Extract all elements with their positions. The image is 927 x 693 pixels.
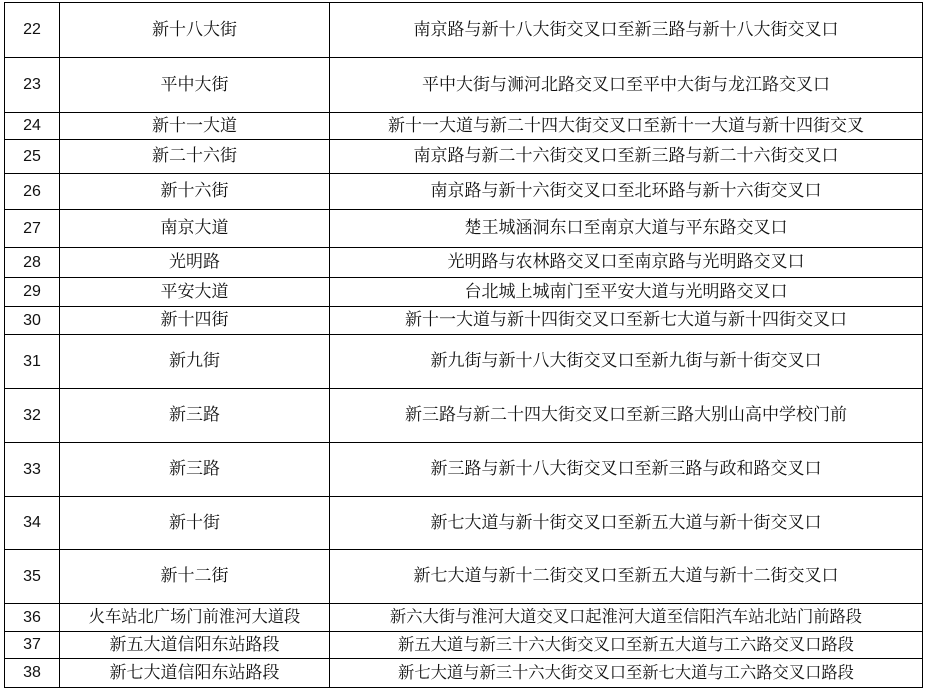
table-row (5, 389, 923, 443)
road-section-table (4, 2, 923, 688)
road-section: 南京路与新十六街交叉口至北环路与新十六街交叉口 (330, 174, 923, 210)
road-section: 新七大道与新十二街交叉口至新五大道与新十二街交叉口 (330, 550, 923, 604)
road-name: 新七大道信阳东站路段 (60, 659, 330, 688)
road-name: 南京大道 (60, 210, 330, 248)
row-number: 23 (5, 58, 60, 113)
row-number: 28 (5, 248, 60, 278)
road-name: 新十四街 (60, 307, 330, 335)
row-number: 36 (5, 604, 60, 632)
road-name: 新十一大道 (60, 113, 330, 140)
table-row (5, 140, 923, 174)
row-number: 26 (5, 174, 60, 210)
road-section: 新五大道与新三十六大街交叉口至新五大道与工六路交叉口路段 (330, 632, 923, 659)
row-number: 30 (5, 307, 60, 335)
road-section: 新七大道与新十街交叉口至新五大道与新十街交叉口 (330, 497, 923, 550)
table-row (5, 210, 923, 248)
road-section: 平中大街与浉河北路交叉口至平中大街与龙江路交叉口 (330, 58, 923, 113)
table-row (5, 443, 923, 497)
table-row (5, 278, 923, 307)
road-section: 新三路与新二十四大街交叉口至新三路大别山高中学校门前 (330, 389, 923, 443)
road-name: 新十八大街 (60, 3, 330, 58)
road-section: 新十一大道与新十四街交叉口至新七大道与新十四街交叉口 (330, 307, 923, 335)
row-number: 34 (5, 497, 60, 550)
table-row (5, 174, 923, 210)
table-row (5, 113, 923, 140)
row-number: 32 (5, 389, 60, 443)
road-name: 新三路 (60, 443, 330, 497)
road-name: 新十街 (60, 497, 330, 550)
table-row (5, 604, 923, 632)
road-name: 光明路 (60, 248, 330, 278)
table-row (5, 248, 923, 278)
road-section: 新三路与新十八大街交叉口至新三路与政和路交叉口 (330, 443, 923, 497)
table-row (5, 550, 923, 604)
road-section: 南京路与新十八大街交叉口至新三路与新十八大街交叉口 (330, 3, 923, 58)
row-number: 38 (5, 659, 60, 688)
row-number: 31 (5, 335, 60, 389)
table-row (5, 58, 923, 113)
row-number: 33 (5, 443, 60, 497)
road-section: 光明路与农林路交叉口至南京路与光明路交叉口 (330, 248, 923, 278)
table-row (5, 3, 923, 58)
road-section: 新九街与新十八大街交叉口至新九街与新十街交叉口 (330, 335, 923, 389)
road-name: 新二十六街 (60, 140, 330, 174)
table-row (5, 497, 923, 550)
road-section: 南京路与新二十六街交叉口至新三路与新二十六街交叉口 (330, 140, 923, 174)
row-number: 27 (5, 210, 60, 248)
road-name: 平中大街 (60, 58, 330, 113)
row-number: 25 (5, 140, 60, 174)
row-number: 24 (5, 113, 60, 140)
road-name: 新十六街 (60, 174, 330, 210)
table-row (5, 632, 923, 659)
road-section: 新七大道与新三十六大街交叉口至新七大道与工六路交叉口路段 (330, 659, 923, 688)
row-number: 35 (5, 550, 60, 604)
row-number: 22 (5, 3, 60, 58)
road-name: 平安大道 (60, 278, 330, 307)
road-name: 新十二街 (60, 550, 330, 604)
road-name: 新五大道信阳东站路段 (60, 632, 330, 659)
table-row (5, 307, 923, 335)
road-name: 火车站北广场门前淮河大道段 (60, 604, 330, 632)
road-name: 新三路 (60, 389, 330, 443)
road-section: 新十一大道与新二十四大街交叉口至新十一大道与新十四街交叉 (330, 113, 923, 140)
table-row (5, 659, 923, 688)
row-number: 29 (5, 278, 60, 307)
road-section: 台北城上城南门至平安大道与光明路交叉口 (330, 278, 923, 307)
road-section: 新六大街与淮河大道交叉口起淮河大道至信阳汽车站北站门前路段 (330, 604, 923, 632)
road-name: 新九街 (60, 335, 330, 389)
row-number: 37 (5, 632, 60, 659)
road-section: 楚王城涵洞东口至南京大道与平东路交叉口 (330, 210, 923, 248)
table-row (5, 335, 923, 389)
